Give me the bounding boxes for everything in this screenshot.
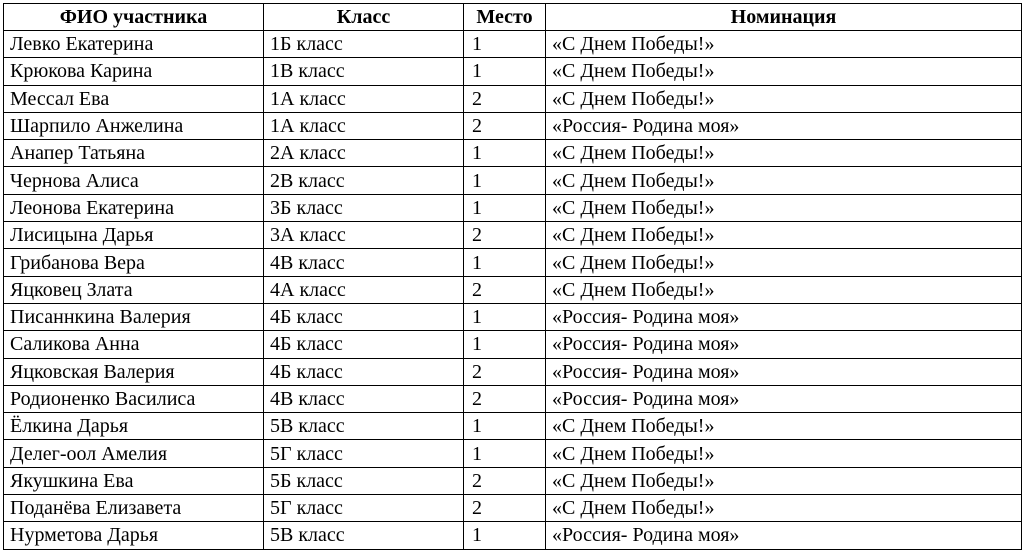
table-row bbox=[4, 303, 1022, 330]
table-row bbox=[4, 495, 1022, 522]
cell-place: 2 bbox=[464, 385, 546, 412]
cell-name: Поданёва Елизавета bbox=[4, 495, 264, 522]
cell-class: 4Б класс bbox=[264, 358, 464, 385]
cell-name: Яцковская Валерия bbox=[4, 358, 264, 385]
cell-place: 1 bbox=[464, 303, 546, 330]
cell-place: 1 bbox=[464, 167, 546, 194]
cell-name: Яцковец Злата bbox=[4, 276, 264, 303]
cell-class: 1Б класс bbox=[264, 31, 464, 58]
header-class: Класс bbox=[264, 4, 464, 31]
cell-class: 5Г класс bbox=[264, 440, 464, 467]
cell-nomination: «Россия- Родина моя» bbox=[546, 358, 1022, 385]
header-name: ФИО участника bbox=[4, 4, 264, 31]
cell-class: 3А класс bbox=[264, 222, 464, 249]
table-row bbox=[4, 331, 1022, 358]
cell-place: 2 bbox=[464, 112, 546, 139]
cell-nomination: «С Днем Победы!» bbox=[546, 31, 1022, 58]
cell-name: Делег-оол Амелия bbox=[4, 440, 264, 467]
cell-place: 1 bbox=[464, 440, 546, 467]
cell-name: Левко Екатерина bbox=[4, 31, 264, 58]
cell-place: 1 bbox=[464, 140, 546, 167]
table-row bbox=[4, 58, 1022, 85]
cell-place: 2 bbox=[464, 467, 546, 494]
cell-class: 5В класс bbox=[264, 413, 464, 440]
cell-place: 1 bbox=[464, 31, 546, 58]
cell-name: Леонова Екатерина bbox=[4, 194, 264, 221]
cell-nomination: «С Днем Победы!» bbox=[546, 495, 1022, 522]
cell-nomination: «С Днем Победы!» bbox=[546, 167, 1022, 194]
cell-place: 1 bbox=[464, 249, 546, 276]
table-row bbox=[4, 522, 1022, 549]
cell-nomination: «С Днем Победы!» bbox=[546, 440, 1022, 467]
cell-name: Грибанова Вера bbox=[4, 249, 264, 276]
cell-place: 2 bbox=[464, 495, 546, 522]
table-row bbox=[4, 194, 1022, 221]
cell-nomination: «С Днем Победы!» bbox=[546, 413, 1022, 440]
cell-nomination: «С Днем Победы!» bbox=[546, 140, 1022, 167]
cell-nomination: «Россия- Родина моя» bbox=[546, 331, 1022, 358]
table-body bbox=[4, 31, 1022, 550]
cell-nomination: «С Днем Победы!» bbox=[546, 276, 1022, 303]
cell-name: Родионенко Василиса bbox=[4, 385, 264, 412]
cell-class: 5Б класс bbox=[264, 467, 464, 494]
cell-class: 3Б класс bbox=[264, 194, 464, 221]
cell-name: Лисицына Дарья bbox=[4, 222, 264, 249]
cell-class: 4В класс bbox=[264, 249, 464, 276]
cell-class: 4В класс bbox=[264, 385, 464, 412]
table-row bbox=[4, 31, 1022, 58]
cell-name: Мессал Ева bbox=[4, 85, 264, 112]
cell-class: 5Г класс bbox=[264, 495, 464, 522]
table-row bbox=[4, 85, 1022, 112]
header-row bbox=[4, 4, 1022, 31]
cell-place: 1 bbox=[464, 413, 546, 440]
cell-name: Саликова Анна bbox=[4, 331, 264, 358]
cell-class: 1В класс bbox=[264, 58, 464, 85]
header-nomination: Номинация bbox=[546, 4, 1022, 31]
cell-name: Якушкина Ева bbox=[4, 467, 264, 494]
cell-nomination: «С Днем Победы!» bbox=[546, 58, 1022, 85]
cell-nomination: «С Днем Победы!» bbox=[546, 85, 1022, 112]
cell-place: 2 bbox=[464, 222, 546, 249]
cell-place: 1 bbox=[464, 194, 546, 221]
table-row bbox=[4, 467, 1022, 494]
cell-nomination: «Россия- Родина моя» bbox=[546, 303, 1022, 330]
table-row bbox=[4, 440, 1022, 467]
cell-nomination: «Россия- Родина моя» bbox=[546, 522, 1022, 549]
cell-class: 4А класс bbox=[264, 276, 464, 303]
table-row bbox=[4, 276, 1022, 303]
cell-place: 1 bbox=[464, 58, 546, 85]
table-row bbox=[4, 358, 1022, 385]
cell-nomination: «Россия- Родина моя» bbox=[546, 385, 1022, 412]
table-row bbox=[4, 249, 1022, 276]
cell-nomination: «С Днем Победы!» bbox=[546, 194, 1022, 221]
cell-name: Писаннкина Валерия bbox=[4, 303, 264, 330]
cell-class: 5В класс bbox=[264, 522, 464, 549]
cell-class: 1А класс bbox=[264, 112, 464, 139]
table-row bbox=[4, 385, 1022, 412]
cell-name: Шарпило Анжелина bbox=[4, 112, 264, 139]
cell-place: 2 bbox=[464, 276, 546, 303]
cell-name: Чернова Алиса bbox=[4, 167, 264, 194]
cell-nomination: «С Днем Победы!» bbox=[546, 249, 1022, 276]
cell-name: Ёлкина Дарья bbox=[4, 413, 264, 440]
cell-class: 4Б класс bbox=[264, 331, 464, 358]
table-row bbox=[4, 167, 1022, 194]
cell-class: 4Б класс bbox=[264, 303, 464, 330]
table-row bbox=[4, 413, 1022, 440]
cell-nomination: «С Днем Победы!» bbox=[546, 222, 1022, 249]
participants-table bbox=[3, 3, 1022, 550]
cell-place: 1 bbox=[464, 522, 546, 549]
table-row bbox=[4, 222, 1022, 249]
cell-nomination: «С Днем Победы!» bbox=[546, 467, 1022, 494]
cell-name: Нурметова Дарья bbox=[4, 522, 264, 549]
cell-name: Анапер Татьяна bbox=[4, 140, 264, 167]
cell-name: Крюкова Карина bbox=[4, 58, 264, 85]
cell-place: 1 bbox=[464, 331, 546, 358]
table-row bbox=[4, 140, 1022, 167]
cell-class: 2В класс bbox=[264, 167, 464, 194]
cell-class: 1А класс bbox=[264, 85, 464, 112]
cell-class: 2А класс bbox=[264, 140, 464, 167]
header-place: Место bbox=[464, 4, 546, 31]
cell-nomination: «Россия- Родина моя» bbox=[546, 112, 1022, 139]
cell-place: 2 bbox=[464, 358, 546, 385]
table-row bbox=[4, 112, 1022, 139]
table-header bbox=[4, 4, 1022, 31]
cell-place: 2 bbox=[464, 85, 546, 112]
